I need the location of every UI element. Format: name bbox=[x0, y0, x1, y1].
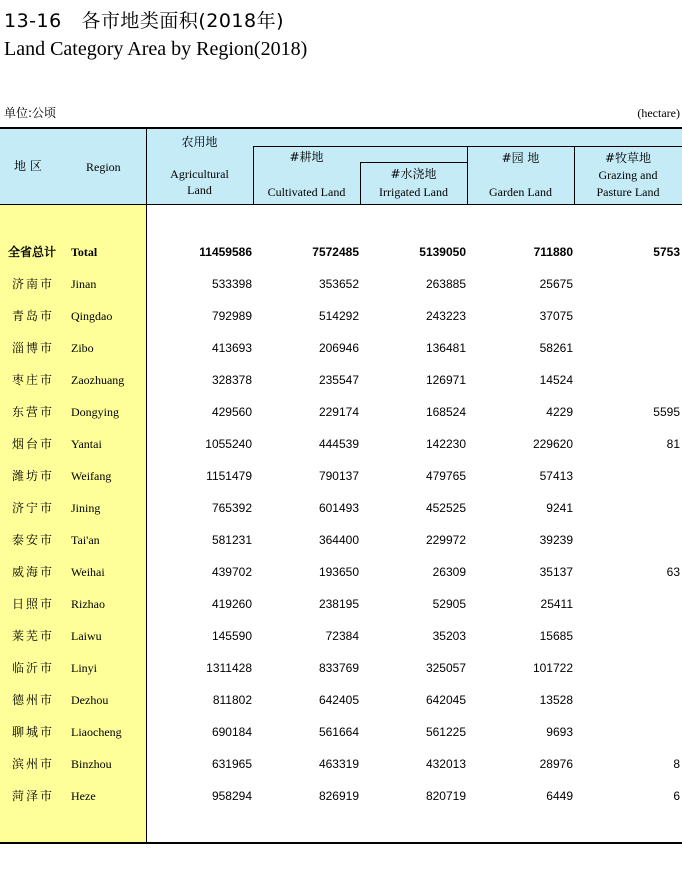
cell-irr: 642045 bbox=[425, 693, 466, 707]
cell-en: Weihai bbox=[71, 565, 105, 579]
cell-agri: 792989 bbox=[211, 309, 252, 323]
cell-cult: 72384 bbox=[325, 629, 359, 643]
header-agri-cn: 农用地 bbox=[181, 135, 218, 149]
cell-agri: 413693 bbox=[211, 341, 252, 355]
cell-cn: 临沂市 bbox=[12, 661, 55, 675]
cell-cn: 青岛市 bbox=[12, 309, 55, 323]
cell-en: Zaozhuang bbox=[71, 373, 125, 387]
table-row bbox=[0, 525, 682, 557]
table-row bbox=[0, 269, 682, 301]
cell-en: Binzhou bbox=[71, 757, 112, 771]
cell-cult: 7572485 bbox=[312, 245, 359, 259]
cell-agri: 1311428 bbox=[206, 661, 252, 675]
cell-cult: 229174 bbox=[318, 405, 359, 419]
bottom-rule bbox=[0, 842, 682, 844]
cell-graze: 8 bbox=[673, 757, 680, 771]
cell-cn: 全省总计 bbox=[8, 245, 57, 259]
cell-garden: 35137 bbox=[539, 565, 573, 579]
cell-irr: 325057 bbox=[425, 661, 466, 675]
header-graze-en-1: Grazing and bbox=[598, 168, 658, 182]
cell-cn: 枣庄市 bbox=[12, 373, 55, 387]
header-graze-cn: #牧草地 bbox=[604, 151, 652, 165]
cell-en: Jinan bbox=[71, 277, 97, 291]
table-title-cn bbox=[4, 6, 284, 33]
cell-cn: 聊城市 bbox=[12, 725, 55, 739]
cell-en: Dongying bbox=[71, 405, 119, 419]
cell-garden: 25411 bbox=[540, 597, 573, 611]
cell-garden: 4229 bbox=[546, 405, 573, 419]
cell-irr: 136481 bbox=[425, 341, 466, 355]
cell-irr: 5139050 bbox=[419, 245, 466, 259]
table-row bbox=[0, 653, 682, 685]
cell-cn: 德州市 bbox=[12, 693, 55, 707]
cell-cn: 威海市 bbox=[12, 565, 55, 579]
header-region-en: Region bbox=[86, 160, 121, 174]
table-row bbox=[0, 333, 682, 365]
table-title-en: Land Category Area by Region(2018) bbox=[4, 38, 308, 60]
cell-en: Qingdao bbox=[71, 309, 113, 323]
header-bottom-rule bbox=[0, 204, 682, 205]
table-row bbox=[0, 621, 682, 653]
cell-cult: 206946 bbox=[318, 341, 359, 355]
cell-agri: 11459586 bbox=[199, 245, 252, 259]
cell-irr: 561225 bbox=[425, 725, 466, 739]
irrigated-rule bbox=[360, 162, 467, 163]
cell-en: Heze bbox=[71, 789, 96, 803]
cell-cn: 泰安市 bbox=[12, 533, 55, 547]
cell-cn: 潍坊市 bbox=[12, 469, 55, 483]
table-row bbox=[0, 365, 682, 397]
cell-garden: 229620 bbox=[532, 437, 573, 451]
cell-en: Zibo bbox=[71, 341, 94, 355]
cell-cult: 235547 bbox=[318, 373, 359, 387]
cell-cult: 238195 bbox=[318, 597, 359, 611]
cell-agri: 439702 bbox=[211, 565, 252, 579]
cell-cult: 193650 bbox=[318, 565, 359, 579]
cell-graze: 63 bbox=[666, 565, 680, 579]
cell-cult: 463319 bbox=[318, 757, 359, 771]
cell-cn: 济南市 bbox=[12, 277, 55, 291]
header-agri-en-1: Agricultural bbox=[170, 167, 229, 181]
cell-garden: 101722 bbox=[532, 661, 573, 675]
cell-garden: 25675 bbox=[539, 277, 573, 291]
cell-cult: 514292 bbox=[318, 309, 359, 323]
cell-cult: 353652 bbox=[318, 277, 359, 291]
table-row bbox=[0, 557, 682, 589]
cell-agri: 811802 bbox=[212, 693, 252, 707]
table-row bbox=[0, 429, 682, 461]
cell-cult: 444539 bbox=[318, 437, 359, 451]
cell-cult: 561664 bbox=[318, 725, 359, 739]
cell-irr: 229972 bbox=[425, 533, 466, 547]
cell-irr: 432013 bbox=[425, 757, 466, 771]
cell-agri: 429560 bbox=[211, 405, 252, 419]
cell-cult: 833769 bbox=[318, 661, 359, 675]
cell-cult: 790137 bbox=[318, 469, 359, 483]
cell-en: Liaocheng bbox=[71, 725, 122, 739]
cell-garden: 9241 bbox=[546, 501, 573, 515]
cell-agri: 581231 bbox=[211, 533, 252, 547]
cell-cn: 烟台市 bbox=[12, 437, 55, 451]
cell-en: Linyi bbox=[71, 661, 97, 675]
header-region-cn: 地 区 bbox=[14, 159, 42, 173]
header-cult-en: Cultivated Land bbox=[267, 185, 346, 199]
cell-agri: 145590 bbox=[211, 629, 252, 643]
table-row-total bbox=[0, 237, 682, 269]
cell-irr: 452525 bbox=[425, 501, 466, 515]
cell-garden: 6449 bbox=[546, 789, 573, 803]
cell-irr: 820719 bbox=[425, 789, 466, 803]
cell-irr: 479765 bbox=[425, 469, 466, 483]
cell-irr: 142230 bbox=[425, 437, 466, 451]
table-row bbox=[0, 301, 682, 333]
cell-en: Laiwu bbox=[71, 629, 102, 643]
header-cult-cn: #耕地 bbox=[289, 150, 324, 164]
cell-garden: 28976 bbox=[539, 757, 573, 771]
cell-graze: 5595 bbox=[653, 405, 680, 419]
cell-garden: 14524 bbox=[539, 373, 573, 387]
header-graze-en-2: Pasture Land bbox=[596, 185, 660, 199]
cell-en: Jining bbox=[71, 501, 101, 515]
unit-label-en: (hectare) bbox=[637, 106, 680, 120]
cell-irr: 26309 bbox=[432, 565, 466, 579]
cell-cn: 淄博市 bbox=[12, 341, 55, 355]
cell-agri: 958294 bbox=[211, 789, 252, 803]
cell-cn: 东营市 bbox=[12, 405, 55, 419]
subheader-rule bbox=[253, 146, 682, 147]
cell-cult: 642405 bbox=[318, 693, 359, 707]
header-irr-cn: #水浇地 bbox=[390, 167, 437, 181]
cell-agri: 1055240 bbox=[205, 437, 252, 451]
table-row bbox=[0, 717, 682, 749]
cell-en: Tai'an bbox=[71, 533, 100, 547]
table-title-cn-text: 各市地类面积(2018年) bbox=[81, 10, 285, 32]
cell-agri: 328378 bbox=[211, 373, 252, 387]
cell-graze: 81 bbox=[666, 437, 680, 451]
table-row bbox=[0, 589, 682, 621]
cell-irr: 52905 bbox=[432, 597, 466, 611]
cell-cn: 济宁市 bbox=[12, 501, 55, 515]
cell-agri: 419260 bbox=[211, 597, 252, 611]
cell-irr: 35203 bbox=[432, 629, 466, 643]
cell-garden: 9693 bbox=[546, 725, 573, 739]
cell-irr: 168524 bbox=[425, 405, 466, 419]
cell-graze: 5753 bbox=[653, 245, 680, 259]
header-irr-en: Irrigated Land bbox=[379, 185, 448, 199]
table-row bbox=[0, 749, 682, 781]
cell-garden: 37075 bbox=[539, 309, 573, 323]
top-rule bbox=[0, 127, 682, 129]
cell-irr: 243223 bbox=[425, 309, 466, 323]
cell-cult: 364400 bbox=[318, 533, 359, 547]
table-row bbox=[0, 493, 682, 525]
cell-irr: 126971 bbox=[425, 373, 466, 387]
table-row bbox=[0, 397, 682, 429]
cell-en: Weifang bbox=[71, 469, 112, 483]
cell-garden: 39239 bbox=[539, 533, 573, 547]
cell-graze: 6 bbox=[673, 789, 680, 803]
header-garden-en: Garden Land bbox=[489, 185, 552, 199]
table-row bbox=[0, 781, 682, 813]
cell-garden: 15685 bbox=[539, 629, 573, 643]
cell-irr: 263885 bbox=[425, 277, 466, 291]
cell-en: Yantai bbox=[71, 437, 102, 451]
table-row bbox=[0, 685, 682, 717]
cell-cult: 826919 bbox=[318, 789, 359, 803]
header-garden-cn: #园 地 bbox=[501, 151, 540, 165]
cell-cn: 滨州市 bbox=[12, 757, 55, 771]
cell-agri: 765392 bbox=[211, 501, 252, 515]
cell-cn: 菏泽市 bbox=[12, 789, 55, 803]
unit-label-cn: 单位:公顷 bbox=[4, 106, 57, 120]
cell-agri: 533398 bbox=[211, 277, 252, 291]
cell-garden: 711880 bbox=[533, 245, 573, 259]
cell-garden: 13528 bbox=[539, 693, 573, 707]
cell-cn: 日照市 bbox=[12, 597, 55, 611]
cell-cn: 莱芜市 bbox=[12, 629, 55, 643]
table-number: 13-16 bbox=[4, 10, 62, 32]
cell-garden: 57413 bbox=[539, 469, 573, 483]
header-agri-en-2: Land bbox=[187, 183, 212, 197]
cell-en: Dezhou bbox=[71, 693, 109, 707]
cell-en: Rizhao bbox=[71, 597, 105, 611]
cell-agri: 1151479 bbox=[206, 469, 252, 483]
cell-agri: 690184 bbox=[211, 725, 252, 739]
table-row bbox=[0, 461, 682, 493]
cell-cult: 601493 bbox=[318, 501, 359, 515]
cell-agri: 631965 bbox=[211, 757, 252, 771]
cell-garden: 58261 bbox=[539, 341, 573, 355]
cell-en: Total bbox=[71, 245, 98, 259]
